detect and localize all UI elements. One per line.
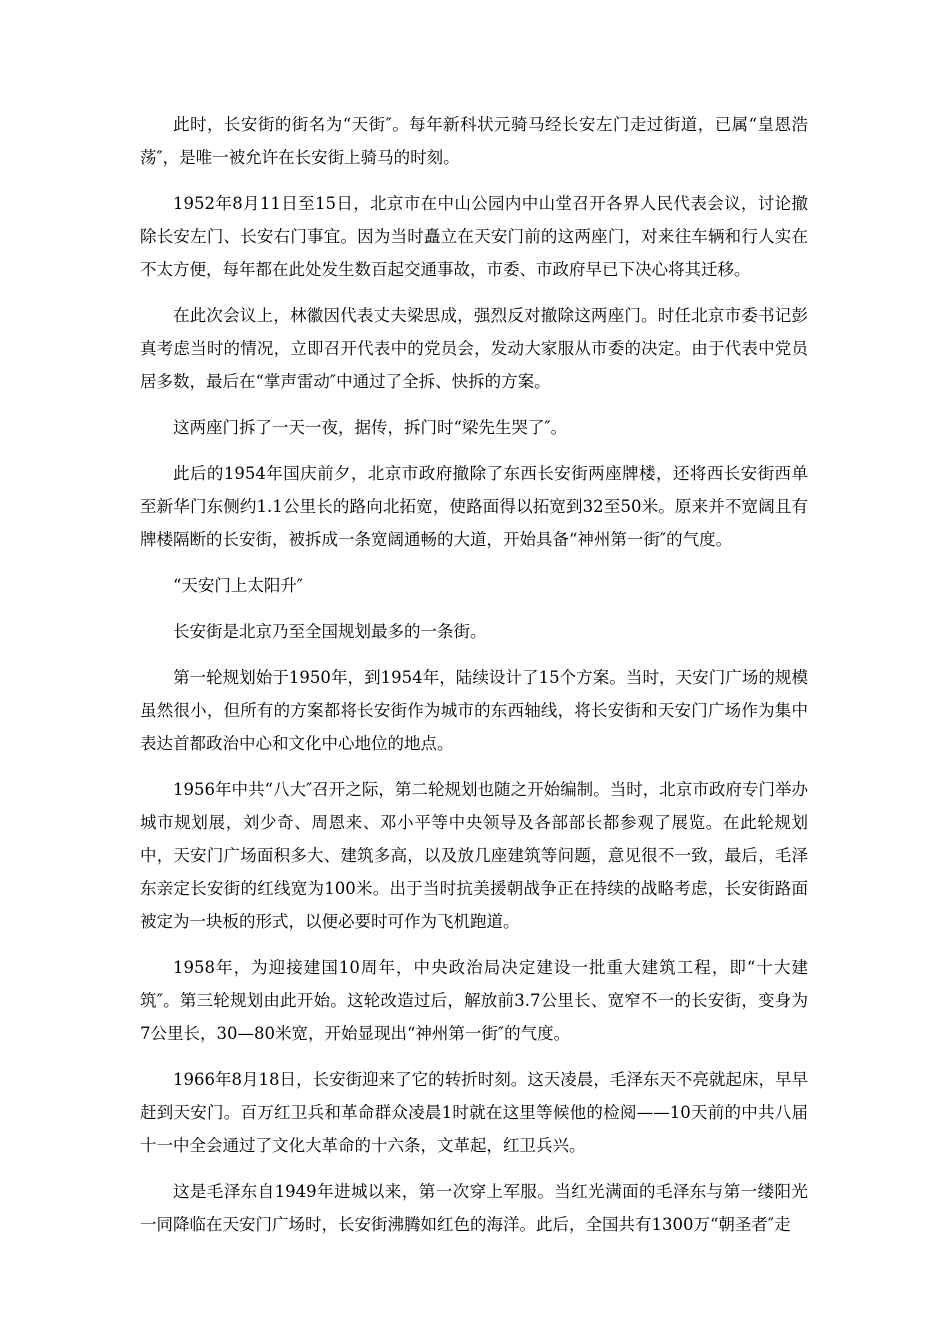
article-body bbox=[140, 108, 808, 1254]
paragraph-11: 1966年8月18日，长安街迎来了它的转折时刻。这天凌晨，毛泽东天不亮就起床，早早赶到天安门。百万红卫兵和革命群众凌晨1时就在这里等候他的检阅——10天前的中共八届十一中全会通过了文化大革命的十六条，文革起，红卫兵兴。 bbox=[140, 1070, 808, 1155]
paragraph-7: 长安街是北京乃至全国规划最多的一条街。 bbox=[173, 622, 487, 641]
paragraph-8: 第一轮规划始于1950年，到1954年，陆续设计了15个方案。当时，天安门广场的规模虽然很小，但所有的方案都将长安街作为城市的东西轴线，将长安街和天安门广场作为集中表达首都政治中心和文化中心地位的地点。 bbox=[140, 668, 808, 753]
paragraph-3: 在此次会议上，林徽因代表丈夫梁思成，强烈反对撤除这两座门。时任北京市委书记彭真考虑当时的情况，立即召开代表中的党员会，发动大家服从市委的决定。由于代表中党员居多数，最后在“掌声雷动″中通过了全拆、快拆的方案。 bbox=[140, 306, 808, 391]
paragraph-5: 此后的1954年国庆前夕，北京市政府撤除了东西长安街两座牌楼，还将西长安街西单至新华门东侧约1.1公里长的路向北拓宽，使路面得以拓宽到32至50米。原来并不宽阔且有牌楼隔断的长安街，被拆成一条宽阔通畅的大道，开始具备“神州第一街″的气度。 bbox=[140, 464, 808, 549]
section-heading: “天安门上太阳升″ bbox=[173, 576, 304, 595]
paragraph-12: 这是毛泽东自1949年进城以来，第一次穿上军服。当红光满面的毛泽东与第一缕阳光一同降临在天安门广场时，长安街沸腾如红色的海洋。此后，全国共有1300万“朝圣者″走 bbox=[140, 1182, 808, 1234]
paragraph-2: 1952年8月11日至15日，北京市在中山公园内中山堂召开各界人民代表会议，讨论撤除长安左门、长安右门事宜。因为当时矗立在天安门前的这两座门，对来往车辆和行人实在不太方便，每年都在此处发生数百起交通事故，市委、市政府早已下决心将其迁移。 bbox=[140, 194, 808, 279]
paragraph-9: 1956年中共“八大″召开之际，第二轮规划也随之开始编制。当时，北京市政府专门举办城市规划展，刘少奇、周恩来、邓小平等中央领导及各部部长都参观了展览。在此轮规划中，天安门广场面积多大、建筑多高，以及放几座建筑等问题，意见很不一致，最后，毛泽东亲定长安街的红线宽为100米。出于当时抗美援朝战争正在持续的战略考虑，长安街路面被定为一块板的形式，以便必要时可作为飞机跑道。 bbox=[140, 780, 808, 931]
paragraph-4: 这两座门拆了一天一夜，据传，拆门时“梁先生哭了″。 bbox=[173, 418, 568, 437]
paragraph-10: 1958年，为迎接建国10周年，中央政治局决定建设一批重大建筑工程，即“十大建筑″。第三轮规划由此开始。这轮改造过后，解放前3.7公里长、宽窄不一的长安街，变身为7公里长，30—80米宽，开始显现出“神州第一街″的气度。 bbox=[140, 958, 808, 1043]
paragraph-1: 此时，长安街的街名为“天街″。每年新科状元骑马经长安左门走过街道，已属“皇恩浩荡″，是唯一被允许在长安街上骑马的时刻。 bbox=[140, 115, 808, 167]
